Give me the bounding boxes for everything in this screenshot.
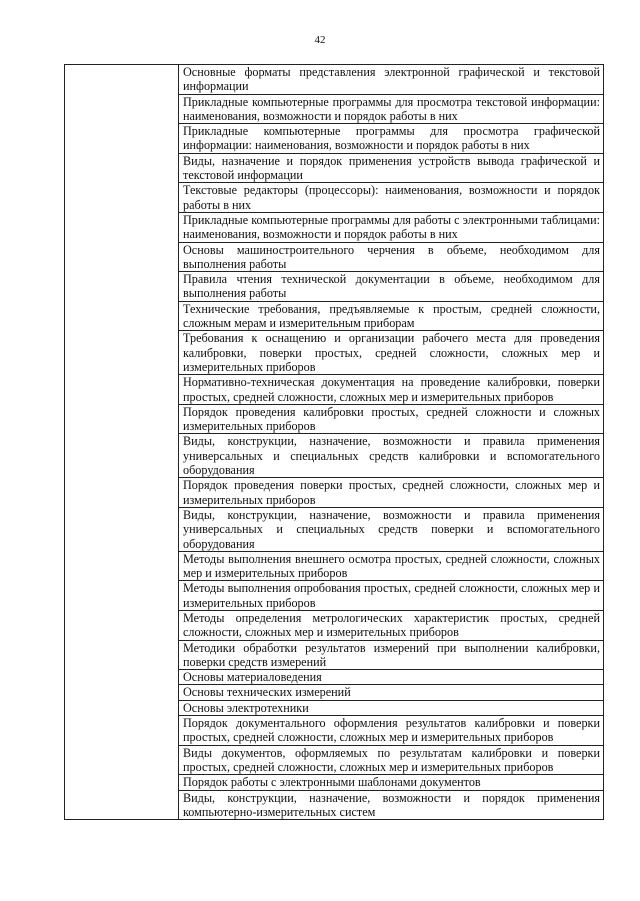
list-item: Технические требования, предъявляемые к простым, средней сложности, сложным мерам и измерительным приборам [179, 301, 604, 331]
list-item: Основные форматы представления электронной графической и текстовой информации [179, 65, 604, 95]
list-item: Порядок работы с электронными шаблонами документов [179, 775, 604, 790]
table-body [65, 65, 604, 820]
list-item: Порядок документального оформления результатов калибровки и поверки простых, средней сложности, сложных мер и измерительных приборов [179, 716, 604, 746]
list-item: Методы выполнения опробования простых, средней сложности, сложных мер и измерительных приборов [179, 581, 604, 611]
list-item: Виды, назначение и порядок применения устройств вывода графической и текстовой информации [179, 153, 604, 183]
list-item: Основы технических измерений [179, 685, 604, 700]
list-item: Прикладные компьютерные программы для просмотра графической информации: наименования, возможности и порядок работы в них [179, 124, 604, 154]
list-item: Виды, конструкции, назначение, возможности и порядок применения компьютерно-измерительных систем [179, 790, 604, 820]
list-item: Методы выполнения внешнего осмотра простых, средней сложности, сложных мер и измерительных приборов [179, 551, 604, 581]
list-item: Основы материаловедения [179, 670, 604, 685]
list-item: Прикладные компьютерные программы для работы с электронными таблицами: наименования, возможности и порядок работы в них [179, 212, 604, 242]
list-item: Виды, конструкции, назначение, возможности и правила применения универсальных и специальных средств поверки и вспомогательного оборудования [179, 507, 604, 551]
list-item: Нормативно-техническая документация на проведение калибровки, поверки простых, средней сложности, сложных мер и измерительных приборов [179, 375, 604, 405]
list-item: Требования к оснащению и организации рабочего места для проведения калибровки, поверки простых, средней сложности, сложных мер и измерительных приборов [179, 331, 604, 375]
list-item: Основы электротехники [179, 700, 604, 715]
list-item: Методы определения метрологических характеристик простых, средней сложности, сложных мер и измерительных приборов [179, 610, 604, 640]
left-header-cell [65, 65, 179, 820]
list-item: Текстовые редакторы (процессоры): наименования, возможности и порядок работы в них [179, 183, 604, 213]
list-item: Методики обработки результатов измерений при выполнении калибровки, поверки средств измерений [179, 640, 604, 670]
table-row [65, 65, 604, 95]
list-item: Основы машиностроительного черчения в объеме, необходимом для выполнения работы [179, 242, 604, 272]
list-item: Виды, конструкции, назначение, возможности и правила применения универсальных и специальных средств калибровки и вспомогательного оборудования [179, 434, 604, 478]
page-number: 42 [314, 34, 326, 46]
list-item: Правила чтения технической документации в объеме, необходимом для выполнения работы [179, 272, 604, 302]
list-item: Порядок проведения калибровки простых, средней сложности и сложных измерительных приборов [179, 404, 604, 434]
list-item: Прикладные компьютерные программы для просмотра текстовой информации: наименования, возможности и порядок работы в них [179, 94, 604, 124]
list-item: Порядок проведения поверки простых, средней сложности, сложных мер и измерительных приборов [179, 478, 604, 508]
knowledge-requirements-table [64, 64, 604, 820]
list-item: Виды документов, оформляемых по результатам калибровки и поверки простых, средней сложности, сложных мер и измерительных приборов [179, 745, 604, 775]
